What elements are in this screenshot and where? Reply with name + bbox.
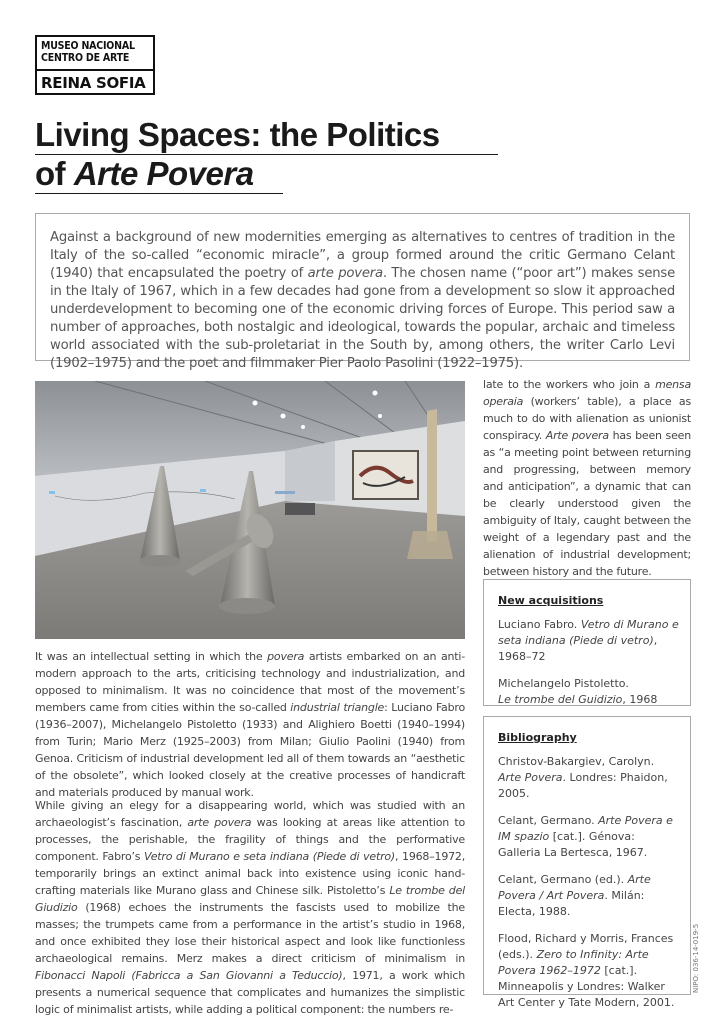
new-acquisitions-box bbox=[483, 579, 691, 706]
nipo-code: NIPO: 036-14-019-5 bbox=[692, 923, 700, 993]
bib-title: Arte Povera e IM spazio bbox=[498, 814, 673, 843]
bibliography-item bbox=[498, 813, 680, 861]
acquisition-work: Vetro di Murano e seta indiana (Piede di vetro) bbox=[498, 618, 679, 647]
acquisitions-heading: New acquisitions bbox=[498, 594, 604, 607]
rcol-text-a: late to the workers who join a bbox=[483, 378, 656, 391]
bib-publisher: [cat.]. Minneapolis y Londres: Walker Art Center y Tate Modern, 2001. bbox=[498, 964, 675, 1009]
p1-text-c: : Luciano Fabro (1936–2007), Michelangelo Pistoletto (1933) and Alighiero Boetti (1940–1994) from Turin; Mario Merz (1925–2003) from Milan; Giulio Paolini (1940) from Genoa. Criticism of industrial development led all of them towards an “aesthetic of the obsolete”, which looked closely at the creative processes of handicraft and materials produced by manual work. bbox=[35, 701, 465, 799]
bib-title: Arte Povera bbox=[498, 771, 563, 784]
p2-em-b: Vetro di Murano e seta indiana (Piede di vetro) bbox=[144, 850, 396, 863]
bib-title: Zero to Infinity: Arte Povera 1962–1972 bbox=[498, 948, 649, 977]
acquisition-artist: Luciano Fabro. bbox=[498, 618, 581, 631]
acquisition-artist: Michelangelo Pistoletto. bbox=[498, 677, 629, 690]
bibliography-box bbox=[483, 716, 691, 1009]
bib-publisher: . Londres: Phaidon, 2005. bbox=[498, 771, 668, 800]
bib-publisher: . Milán: Electa, 1988. bbox=[498, 889, 645, 918]
bibliography-item bbox=[498, 872, 680, 920]
right-column-paragraph bbox=[483, 376, 691, 580]
title-emphasis: Arte Povera bbox=[73, 155, 254, 192]
gallery-installation-image bbox=[35, 381, 465, 639]
acquisition-date: , 1968 bbox=[622, 693, 658, 706]
bib-author: Christov-Bakargiev, Carolyn. bbox=[498, 755, 655, 768]
logo-line-1: MUSEO NACIONAL bbox=[41, 40, 135, 52]
p1-text-b: artists embarked on an anti-modern approach to the arts, criticising technology and industrialization, and opposed to minimalism. It was no coincidence that most of the movement’s members came from cities within the so-called bbox=[35, 650, 465, 714]
acquisition-item bbox=[498, 617, 680, 665]
p2-text-e: , 1971, a work which presents a numerical sequence that complicates and humanizes the simplistic logic of minimalist artists, while adding a political component: the numbers re- bbox=[35, 969, 465, 1016]
intro-text-2: . The chosen name (“poor art”) makes sense in the Italy of 1967, which in a few decades had gone from a development so slow it approached underdevelopment to becoming one of the economic driving forces of Europe. This period saw a number of approaches, both nostalgic and ideological, towards the popular, archaic and timeless world associated with the sub-proletariat in the South by, among others, the writer Carlo Levi (1902–1975) and the poet and filmmaker Pier Paolo Pasolini (1922–1975). bbox=[50, 266, 676, 371]
body-paragraph-1 bbox=[35, 648, 465, 801]
title-line-1: Living Spaces: the Politics bbox=[35, 116, 498, 155]
bib-title: Arte Povera / Art Povera bbox=[498, 873, 651, 902]
page-title bbox=[35, 116, 505, 194]
museum-logo bbox=[35, 35, 155, 95]
rcol-em-a: mensa operaia bbox=[483, 378, 691, 408]
rcol-em-b: Arte povera bbox=[545, 429, 609, 442]
rcol-text-c: has been seen as “a meeting point between returning and progressing, between memory and anticipation”, a dynamic that can be clearly understood given the ambiguity of Italy, caught between the weight of a legendary past and the alienation of industrial development; between history and the future. bbox=[483, 429, 691, 578]
bibliography-item bbox=[498, 931, 680, 1011]
title-prefix: of bbox=[35, 155, 74, 192]
bib-publisher: [cat.]. Génova: Galleria La Bertesca, 1967. bbox=[498, 830, 648, 859]
logo-line-2: CENTRO DE ARTE bbox=[41, 52, 130, 64]
p2-text-a: While giving an elegy for a disappearing world, which was studied with an archaeologist’s fascination, bbox=[35, 799, 465, 829]
intro-emphasis: arte povera bbox=[307, 266, 383, 281]
p2-text-d: (1968) echoes the instruments the fascists used to mobilize the masses; the trumpets came from a performance in the artist’s studio in 1968, and once exhibited they lose their historical aspect and look like functionless archaeological remains. Merz makes a direct criticism of minimalism in bbox=[35, 901, 465, 965]
acquisition-item bbox=[498, 676, 680, 708]
intro-box bbox=[35, 213, 690, 371]
p1-text-a: It was an intellectual setting in which the bbox=[35, 650, 268, 663]
body-paragraph-2 bbox=[35, 797, 465, 1018]
bibliography-heading: Bibliography bbox=[498, 731, 577, 744]
intro-text-1: Against a background of new modernities emerging as alternatives to centres of tradition in the Italy of the so-called “economic miracle”, a group formed around the critic Germano Celant (1940) that encapsulated the poetry of bbox=[50, 230, 675, 281]
acquisition-work: Le trombe del Guidizio bbox=[498, 693, 623, 706]
bib-author: Flood, Richard y Morris, Frances (eds.). bbox=[498, 932, 674, 961]
gallery-photo bbox=[35, 381, 465, 639]
p1-em-a: povera bbox=[267, 650, 305, 663]
p2-em-d: Fibonacci Napoli (Fabricca a San Giovanni a Teduccio) bbox=[35, 969, 343, 982]
p2-text-b: was looking at areas like attention to processes, the perishable, the fragility of things and the performative component. Fabro’s bbox=[35, 816, 465, 863]
p2-em-c: Le trombe del Giudizio bbox=[35, 884, 465, 914]
acquisition-date: , 1968–72 bbox=[498, 634, 658, 663]
p2-text-c: , 1968–1972, temporarily brings an extinct animal back into existence using iconic hand-crafting materials like Murano glass and Chinese silk. Pistoletto’s bbox=[35, 850, 466, 897]
p1-em-b: industrial triangle bbox=[290, 701, 385, 714]
title-line-2 bbox=[35, 155, 283, 194]
logo-top bbox=[37, 37, 153, 69]
bibliography-item bbox=[498, 754, 680, 802]
bib-author: Celant, Germano. bbox=[498, 814, 599, 827]
logo-line-3: REINA SOFIA bbox=[37, 69, 153, 93]
p2-em-a: arte povera bbox=[187, 816, 252, 829]
rcol-text-b: (workers’ table), a place as much to do with alienation as unionist conspiracy. bbox=[483, 395, 691, 442]
bib-author: Celant, Germano (ed.). bbox=[498, 873, 628, 886]
